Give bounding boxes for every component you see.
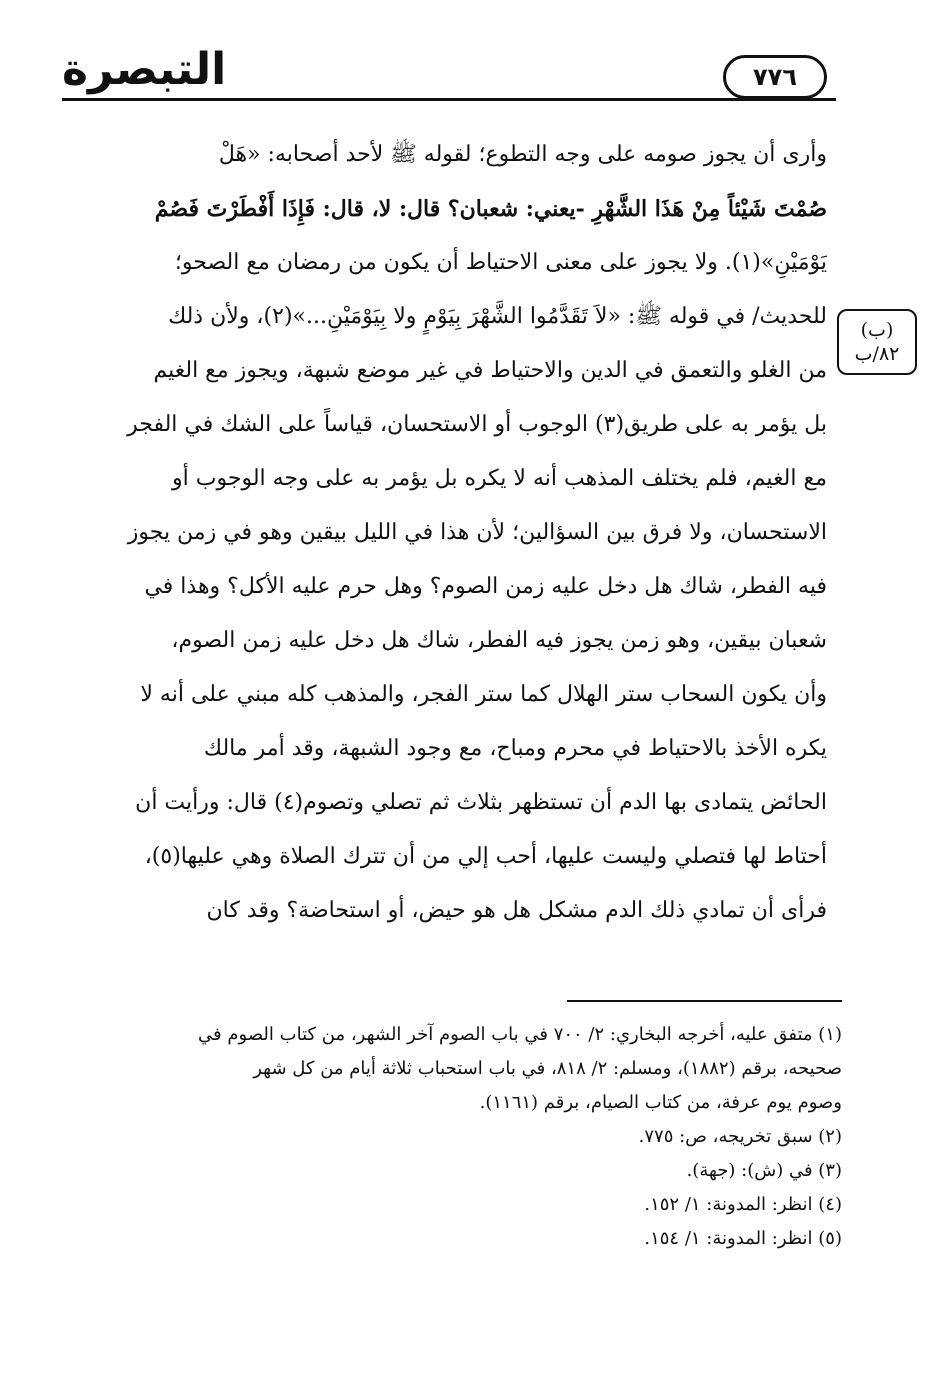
running-header-title: التبصرة <box>62 44 227 95</box>
text-line: يَوْمَيْنِ»(١). ولا يجوز على معنى الاحتياط أن يكون من رمضان مع الصحو؛ <box>174 250 827 275</box>
folio-note-line-2: ٨٢/ب <box>854 343 900 365</box>
footnote-separator <box>567 1000 842 1002</box>
footnote-line: (٢) سبق تخريجه، ص: ٧٧٥. <box>638 1126 842 1147</box>
footnotes <box>92 1018 842 1256</box>
text-line: الاستحسان، ولا فرق بين السؤالين؛ لأن هذا في الليل بيقين وهو في زمن يجوز <box>127 520 827 545</box>
text-line: بل يؤمر به على طريق(٣) الوجوب أو الاستحسان، قياساً على الشك في الفجر <box>127 412 827 437</box>
footnote-line: (٣) في (ش): (جهة). <box>686 1160 842 1181</box>
text-line: الحائض يتمادى بها الدم أن تستظهر بثلاث ثم تصلي وتصوم(٤) قال: ورأيت أن <box>135 790 827 815</box>
text-line: صُمْتَ شَيْئاً مِنْ هَذَا الشَّهْرِ -يعني: شعبان؟ قال: لا، قال: فَإِذَا أَفْطَرْتَ فَصُمْ <box>154 196 827 222</box>
footnote-line: صحيحه، برقم (١٨٨٢)، ومسلم: ٢/ ٨١٨، في باب استحباب ثلاثة أيام من كل شهر <box>253 1058 842 1079</box>
text-line: أحتاط لها فتصلي وليست عليها، أحب إلي من أن تترك الصلاة وهي عليها(٥)، <box>144 844 827 869</box>
header-rule <box>62 98 836 101</box>
page-number-badge <box>723 55 827 99</box>
text-line: من الغلو والتعمق في الدين والاحتياط في غير موضع شبهة، ويجوز مع الغيم <box>153 358 827 383</box>
manuscript-folio-note <box>837 309 917 375</box>
text-line: شعبان بيقين، وهو زمن يجوز فيه الفطر، شاك هل دخل عليه زمن الصوم، <box>171 628 827 653</box>
footnote-line: (٥) انظر: المدونة: ١/ ١٥٤. <box>644 1228 842 1249</box>
footnote-line: وصوم يوم عرفة، من كتاب الصيام، برقم (١١٦١). <box>479 1092 842 1113</box>
text-line: مع الغيم، فلم يختلف المذهب أنه لا يكره بل يؤمر به على وجه الوجوب أو <box>172 466 827 491</box>
text-line: للحديث/ في قوله ﷺ: «لاَ تَقَدَّمُوا الشَّهْرَ بِيَوْمٍ ولا بِيَوْمَيْنِ...»(٢)، ولأن ذلك <box>168 304 827 329</box>
text-line: فرأى أن تمادي ذلك الدم مشكل هل هو حيض، أو استحاضة؟ وقد كان <box>206 898 827 923</box>
page-number: ٧٧٦ <box>753 63 797 91</box>
text-line: يكره الأخذ بالاحتياط في محرم ومباح، مع وجود الشبهة، وقد أمر مالك <box>203 736 827 761</box>
footnote-line: (١) متفق عليه، أخرجه البخاري: ٢/ ٧٠٠ في باب الصوم آخر الشهر، من كتاب الصوم في <box>198 1024 842 1045</box>
footnote-line: (٤) انظر: المدونة: ١/ ١٥٢. <box>644 1194 842 1215</box>
text-line: وأن يكون السحاب ستر الهلال كما ستر الفجر، والمذهب كله مبني على أنه لا <box>140 682 827 707</box>
main-text <box>92 128 827 938</box>
text-line: وأرى أن يجوز صومه على وجه التطوع؛ لقوله ﷺ لأحد أصحابه: «هَلْ <box>218 142 827 167</box>
text-line: فيه الفطر، شاك هل دخل عليه زمن الصوم؟ وهل حرم عليه الأكل؟ وهذا في <box>144 574 827 599</box>
folio-note-line-1: (ب) <box>860 319 894 341</box>
